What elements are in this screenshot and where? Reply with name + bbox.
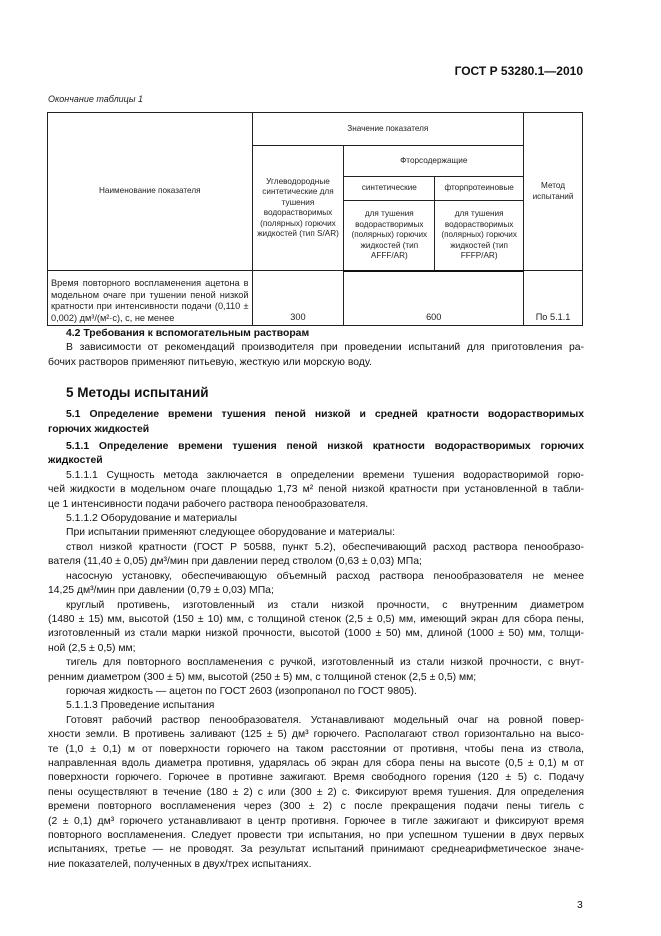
text-line: ной (2,5 ± 0,5) мм; [48,642,136,654]
text-line: 4.2 Требования к вспомогательным растворам [66,328,310,339]
page-number: 3 [577,900,583,911]
header-test-method: Метод испытаний [524,113,583,271]
text-line: повторного воспламенения. Следует провести три испытания, но при успешном тушении в двух первых [48,830,584,841]
text-line: вателя (11,40 ± 0,05) дм³/мин при давлении перед стволом (0,63 ± 0,03) МПа; [48,556,422,568]
header-synthetic-desc: для тушения водорастворимых (полярных) горючих жидкостей (тип AFFF/AR) [344,201,435,271]
header-synthetic: синтетические [344,177,435,201]
table-1-continuation [47,112,583,326]
paragraph [48,526,584,540]
header-fluoroprotein: фторпротеиновые [435,177,524,201]
table-row [48,271,583,326]
text-line: ренним диаметром (300 ± 5) мм, высотой (250 ± 5) мм, с толщиной стенок (2,5 ± 0,5) мм; [48,671,477,683]
text-line: чей жидкости в модельном очаге площадью 1,73 м² пеной низкой кратности при установленной в табли- [48,484,584,496]
header-value-group: Значение показателя [252,113,524,146]
row-indicator-name: Время повторного воспламенения ацетона в модельном очаге при тушении пеной низкой кратности при интенсивности подачи (0,110 ± 0,002) дм³/(м²·с), с, не менее [48,271,253,326]
header-fluoroprotein-desc: для тушения водорастворимых (полярных) горючих жидкостей (тип FFFP/AR) [435,201,524,271]
text-line: це 1 интенсивности подачи рабочего раствора пенообразователя. [48,498,369,510]
paragraph [48,341,584,370]
text-line: тигель для повторного воспламенения с ручкой, изготовленный из стали низкой прочности, с внут- [66,657,584,669]
chapter-heading [48,384,584,402]
header-hydrocarbon: Углеводородные синтетические для тушения водорастворимых (полярных) горючих жидкостей (тип S/AR) [252,146,344,271]
section-heading [48,408,584,437]
paragraph [48,570,584,599]
text-line: горючих жидкостей [48,423,150,435]
text-line: хности земли. В противень заливают (125 ± 5) дм³ горючего. Располагают ствол горизонтально на высо- [48,729,584,741]
paragraph [48,699,584,713]
paragraph [48,599,584,657]
document-body [48,327,584,872]
text-line: 5.1.1.1 Сущность метода заключается в определении времени тушения водорастворимой горю- [66,469,584,481]
text-line: жидкостей [48,455,103,467]
row-method: По 5.1.1 [524,271,583,326]
paragraph [48,714,584,872]
paragraph [48,656,584,685]
header-indicator-name: Наименование показателя [48,113,253,271]
text-line: круглый противень, изготовленный из стали низкой прочности, с внутренним диаметром [66,599,584,611]
text-line: поверхности горючего. Горючее в противне зажигают. Время свободного горения (120 ± 5) с. Подачу [48,772,584,784]
paragraph [48,541,584,570]
row-value-fluoro: 600 [344,271,524,326]
text-line: пены осуществляют в течение (180 ± 2) с или (300 ± 2) с. Фиксируют время тушения. Для определения [48,786,584,798]
text-line: 5.1.1.2 Оборудование и материалы [66,513,237,525]
text-line: 5 Методы испытаний [66,385,209,401]
text-line: 5.1 Определение времени тушения пеной низкой и средней кратности водорастворимых [66,409,584,421]
text-line: изготовленный из стали марки низкой прочности, высотой (1000 ± 50) мм, длиной (1000 ± 50) мм, толщи- [48,628,584,640]
section-heading [48,440,584,469]
text-line: В зависимости от рекомендаций производителя при проведении испытаний для приготовления ра- [66,342,584,354]
text-line: Готовят рабочий раствор пенообразователя. Устанавливают модельный очаг на ровной повер- [66,714,584,726]
header-fluoro-group: Фторсодержащие [344,146,524,177]
table-caption: Окончание таблицы 1 [48,94,143,104]
text-line: направленная вдоль диаметра противня, ударялась об экран для сбора пены на высоте (0,5 ± 0,1) м от [48,757,584,769]
text-line: насосную установку, обеспечивающую объемный расход раствора пенообразователя не менее [66,570,584,582]
text-line: (2 ± 0,1) дм³ горючего устанавливают в центр противня. Горючее в тигле зажигают и фиксируют время [48,815,584,827]
text-line: ние показателей, полученных в двух/трех испытаниях. [48,858,312,870]
document-standard-number: ГОСТ Р 53280.1—2010 [454,64,583,78]
text-line: бочих растворов применяют питьевую, жесткую или морскую воду. [48,356,372,368]
text-line: времени повторного воспламенения через (300 ± 2) с после прекращения подачи пены тигель с [48,801,584,813]
text-line: испытаниях, третье — не проводят. За результат испытаний принимают среднеарифметическое значе- [48,844,584,856]
text-line: те (1,0 ± 0,1) м от поверхности горючего на таком расстоянии от противня, чтобы пена из ствола, [48,743,584,755]
paragraph [48,512,584,526]
text-line: 5.1.1.3 Проведение испытания [66,700,215,712]
text-line: 14,25 дм³/мин при давлении (0,79 ± 0,03) МПа; [48,585,274,597]
row-value-hydrocarbon: 300 [252,271,344,326]
text-line: 5.1.1 Определение времени тушения пеной низкой кратности водорастворимых горючих [66,441,584,453]
text-line: ствол низкой кратности (ГОСТ Р 50588, пункт 5.2), обеспечивающий расход раствора пенообразо- [66,541,584,553]
text-line: (1480 ± 15) мм, высотой (150 ± 10) мм, с толщиной стенок (2,5 ± 0,5) мм, имеющий экран для сбора пены, [48,613,584,625]
paragraph [48,469,584,512]
text-line: При испытании применяют следующее оборудование и материалы: [66,527,395,539]
paragraph [48,685,584,699]
section-heading [48,327,584,341]
text-line: горючая жидкость — ацетон по ГОСТ 2603 (изопропанол по ГОСТ 9805). [66,685,417,697]
